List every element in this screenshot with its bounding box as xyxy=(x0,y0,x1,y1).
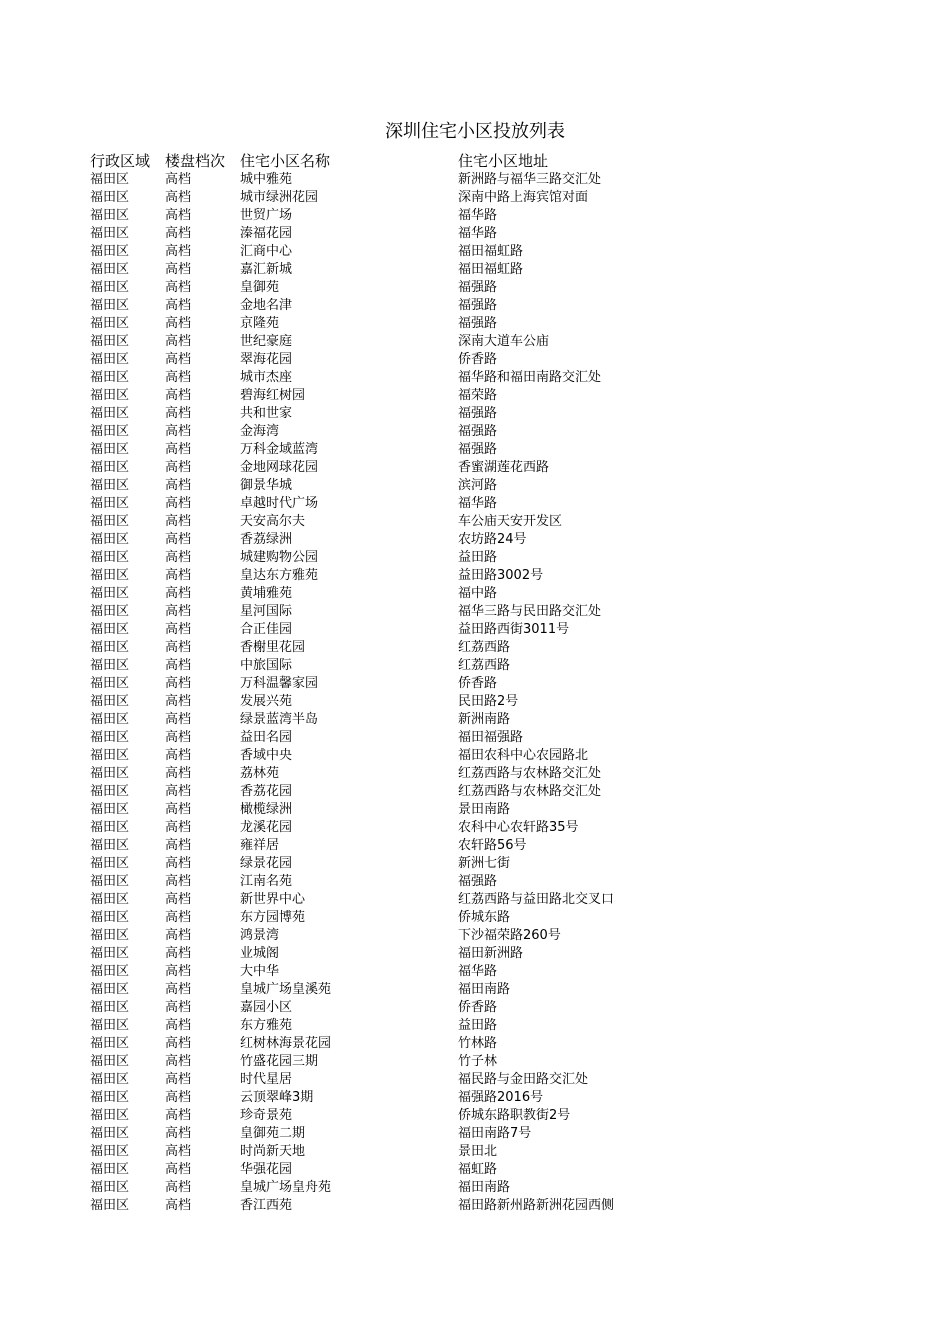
cell-district: 福田区 xyxy=(90,280,130,295)
cell-district: 福田区 xyxy=(90,1072,130,1087)
cell-district: 福田区 xyxy=(90,550,130,565)
cell-grade: 高档 xyxy=(165,478,192,493)
cell-community-name: 大中华 xyxy=(240,964,280,979)
cell-district: 福田区 xyxy=(90,928,130,943)
cell-community-name: 绿景花园 xyxy=(240,856,293,871)
cell-community-name: 新世界中心 xyxy=(240,892,306,907)
cell-district: 福田区 xyxy=(90,1126,130,1141)
cell-community-name: 香榭里花园 xyxy=(240,640,306,655)
cell-community-name: 时尚新天地 xyxy=(240,1144,306,1159)
cell-community-address: 福田福虹路 xyxy=(458,244,524,259)
cell-grade: 高档 xyxy=(165,658,192,673)
cell-community-name: 金地网球花园 xyxy=(240,460,319,475)
cell-community-address: 农坊路24号 xyxy=(458,532,527,547)
cell-district: 福田区 xyxy=(90,802,130,817)
header-community-name: 住宅小区名称 xyxy=(240,152,331,170)
cell-district: 福田区 xyxy=(90,892,130,907)
cell-community-address: 福强路 xyxy=(458,298,498,313)
cell-grade: 高档 xyxy=(165,190,192,205)
cell-community-name: 发展兴苑 xyxy=(240,694,293,709)
cell-grade: 高档 xyxy=(165,712,192,727)
cell-district: 福田区 xyxy=(90,622,130,637)
cell-community-address: 新洲路与福华三路交汇处 xyxy=(458,172,602,187)
cell-community-address: 农科中心农轩路35号 xyxy=(458,820,579,835)
cell-community-name: 金海湾 xyxy=(240,424,280,439)
cell-district: 福田区 xyxy=(90,568,130,583)
cell-grade: 高档 xyxy=(165,1108,192,1123)
cell-community-address: 福田南路 xyxy=(458,1180,511,1195)
cell-community-name: 万科温馨家园 xyxy=(240,676,319,691)
cell-community-name: 香域中央 xyxy=(240,748,293,763)
cell-grade: 高档 xyxy=(165,982,192,997)
cell-grade: 高档 xyxy=(165,802,192,817)
header-community-address: 住宅小区地址 xyxy=(458,152,549,170)
cell-district: 福田区 xyxy=(90,1144,130,1159)
cell-community-address: 福华路 xyxy=(458,496,498,511)
cell-grade: 高档 xyxy=(165,514,192,529)
cell-community-name: 江南名苑 xyxy=(240,874,293,889)
cell-community-address: 下沙福荣路260号 xyxy=(458,928,561,943)
cell-community-name: 云顶翠峰3期 xyxy=(240,1090,314,1105)
cell-grade: 高档 xyxy=(165,334,192,349)
cell-community-name: 城建购物公园 xyxy=(240,550,319,565)
cell-grade: 高档 xyxy=(165,676,192,691)
cell-district: 福田区 xyxy=(90,370,130,385)
cell-community-name: 业城阁 xyxy=(240,946,280,961)
cell-district: 福田区 xyxy=(90,730,130,745)
cell-community-name: 星河国际 xyxy=(240,604,293,619)
cell-community-address: 新洲南路 xyxy=(458,712,511,727)
cell-district: 福田区 xyxy=(90,874,130,889)
cell-district: 福田区 xyxy=(90,676,130,691)
cell-grade: 高档 xyxy=(165,280,192,295)
cell-district: 福田区 xyxy=(90,1108,130,1123)
cell-community-address: 益田路 xyxy=(458,1018,498,1033)
cell-district: 福田区 xyxy=(90,226,130,241)
cell-community-name: 翠海花园 xyxy=(240,352,293,367)
cell-district: 福田区 xyxy=(90,388,130,403)
header-grade: 楼盘档次 xyxy=(165,152,226,170)
cell-grade: 高档 xyxy=(165,172,192,187)
cell-grade: 高档 xyxy=(165,1018,192,1033)
cell-grade: 高档 xyxy=(165,1198,192,1213)
cell-grade: 高档 xyxy=(165,424,192,439)
cell-community-name: 世纪豪庭 xyxy=(240,334,293,349)
cell-community-address: 滨河路 xyxy=(458,478,498,493)
cell-community-name: 皇城广场皇舟苑 xyxy=(240,1180,332,1195)
cell-grade: 高档 xyxy=(165,442,192,457)
cell-community-name: 龙溪花园 xyxy=(240,820,293,835)
cell-grade: 高档 xyxy=(165,1162,192,1177)
cell-grade: 高档 xyxy=(165,262,192,277)
cell-grade: 高档 xyxy=(165,604,192,619)
cell-community-address: 新洲七街 xyxy=(458,856,511,871)
cell-grade: 高档 xyxy=(165,1036,192,1051)
cell-district: 福田区 xyxy=(90,910,130,925)
cell-community-address: 景田南路 xyxy=(458,802,511,817)
cell-community-address: 福华路 xyxy=(458,208,498,223)
cell-district: 福田区 xyxy=(90,298,130,313)
cell-community-name: 香江西苑 xyxy=(240,1198,293,1213)
cell-community-address: 福虹路 xyxy=(458,1162,498,1177)
cell-district: 福田区 xyxy=(90,964,130,979)
cell-community-name: 红树林海景花园 xyxy=(240,1036,332,1051)
cell-community-name: 皇达东方雅苑 xyxy=(240,568,319,583)
cell-district: 福田区 xyxy=(90,766,130,781)
cell-community-address: 侨城东路职教街2号 xyxy=(458,1108,571,1123)
cell-community-name: 共和世家 xyxy=(240,406,293,421)
cell-community-name: 溱福花园 xyxy=(240,226,293,241)
cell-community-address: 竹林路 xyxy=(458,1036,498,1051)
header-district: 行政区域 xyxy=(90,152,151,170)
cell-community-address: 福强路 xyxy=(458,442,498,457)
cell-grade: 高档 xyxy=(165,316,192,331)
cell-community-address: 福强路 xyxy=(458,424,498,439)
cell-grade: 高档 xyxy=(165,892,192,907)
cell-district: 福田区 xyxy=(90,1090,130,1105)
cell-community-address: 福田福虹路 xyxy=(458,262,524,277)
cell-district: 福田区 xyxy=(90,1198,130,1213)
cell-district: 福田区 xyxy=(90,658,130,673)
cell-community-name: 香荔绿洲 xyxy=(240,532,293,547)
cell-grade: 高档 xyxy=(165,748,192,763)
cell-district: 福田区 xyxy=(90,1018,130,1033)
cell-community-name: 皇御苑二期 xyxy=(240,1126,306,1141)
cell-community-address: 福田福强路 xyxy=(458,730,524,745)
cell-community-address: 福田南路 xyxy=(458,982,511,997)
cell-community-name: 碧海红树园 xyxy=(240,388,306,403)
cell-community-name: 时代星居 xyxy=(240,1072,293,1087)
cell-community-address: 侨香路 xyxy=(458,1000,498,1015)
cell-community-address: 福强路 xyxy=(458,874,498,889)
cell-district: 福田区 xyxy=(90,478,130,493)
cell-community-name: 橄榄绿洲 xyxy=(240,802,293,817)
cell-district: 福田区 xyxy=(90,748,130,763)
cell-district: 福田区 xyxy=(90,352,130,367)
cell-district: 福田区 xyxy=(90,640,130,655)
cell-grade: 高档 xyxy=(165,640,192,655)
cell-community-address: 红荔西路与益田路北交叉口 xyxy=(458,892,615,907)
cell-district: 福田区 xyxy=(90,1054,130,1069)
cell-community-address: 福华路 xyxy=(458,226,498,241)
cell-district: 福田区 xyxy=(90,442,130,457)
cell-community-address: 红荔西路 xyxy=(458,640,511,655)
cell-community-name: 中旅国际 xyxy=(240,658,293,673)
cell-district: 福田区 xyxy=(90,532,130,547)
cell-community-address: 福强路 xyxy=(458,406,498,421)
document-title: 深圳住宅小区投放列表 xyxy=(385,121,565,142)
cell-grade: 高档 xyxy=(165,784,192,799)
cell-community-address: 益田路西街3011号 xyxy=(458,622,570,637)
cell-community-address: 竹子林 xyxy=(458,1054,498,1069)
cell-community-address: 车公庙天安开发区 xyxy=(458,514,563,529)
cell-grade: 高档 xyxy=(165,496,192,511)
cell-community-address: 福荣路 xyxy=(458,388,498,403)
cell-community-name: 御景华城 xyxy=(240,478,293,493)
cell-community-address: 福强路2016号 xyxy=(458,1090,544,1105)
cell-community-address: 福田路新州路新洲花园西侧 xyxy=(458,1198,615,1213)
cell-district: 福田区 xyxy=(90,424,130,439)
cell-district: 福田区 xyxy=(90,496,130,511)
cell-community-name: 城市杰座 xyxy=(240,370,293,385)
cell-community-address: 侨香路 xyxy=(458,352,498,367)
cell-grade: 高档 xyxy=(165,946,192,961)
cell-community-name: 汇商中心 xyxy=(240,244,293,259)
cell-district: 福田区 xyxy=(90,820,130,835)
cell-district: 福田区 xyxy=(90,334,130,349)
cell-district: 福田区 xyxy=(90,1036,130,1051)
cell-district: 福田区 xyxy=(90,856,130,871)
cell-community-address: 福华路和福田南路交汇处 xyxy=(458,370,602,385)
cell-community-name: 鸿景湾 xyxy=(240,928,280,943)
cell-community-address: 福华三路与民田路交汇处 xyxy=(458,604,602,619)
cell-community-address: 福田农科中心农园路北 xyxy=(458,748,589,763)
cell-community-address: 侨城东路 xyxy=(458,910,511,925)
cell-community-address: 红荔西路与农林路交汇处 xyxy=(458,766,602,781)
cell-community-name: 万科金域蓝湾 xyxy=(240,442,319,457)
cell-community-name: 城市绿洲花园 xyxy=(240,190,319,205)
cell-community-address: 益田路 xyxy=(458,550,498,565)
cell-community-name: 嘉园小区 xyxy=(240,1000,293,1015)
cell-community-address: 农轩路56号 xyxy=(458,838,527,853)
cell-grade: 高档 xyxy=(165,1090,192,1105)
cell-grade: 高档 xyxy=(165,766,192,781)
cell-grade: 高档 xyxy=(165,838,192,853)
cell-community-address: 红荔西路与农林路交汇处 xyxy=(458,784,602,799)
cell-community-address: 景田北 xyxy=(458,1144,498,1159)
cell-grade: 高档 xyxy=(165,208,192,223)
cell-community-name: 卓越时代广场 xyxy=(240,496,319,511)
cell-grade: 高档 xyxy=(165,694,192,709)
cell-district: 福田区 xyxy=(90,406,130,421)
cell-grade: 高档 xyxy=(165,568,192,583)
cell-community-name: 京隆苑 xyxy=(240,316,280,331)
cell-grade: 高档 xyxy=(165,1000,192,1015)
cell-district: 福田区 xyxy=(90,514,130,529)
cell-district: 福田区 xyxy=(90,838,130,853)
cell-community-name: 东方园博苑 xyxy=(240,910,306,925)
cell-grade: 高档 xyxy=(165,388,192,403)
cell-community-name: 皇御苑 xyxy=(240,280,280,295)
cell-community-name: 竹盛花园三期 xyxy=(240,1054,319,1069)
cell-district: 福田区 xyxy=(90,586,130,601)
cell-district: 福田区 xyxy=(90,316,130,331)
cell-district: 福田区 xyxy=(90,982,130,997)
cell-community-name: 合正佳园 xyxy=(240,622,293,637)
cell-grade: 高档 xyxy=(165,1054,192,1069)
cell-district: 福田区 xyxy=(90,208,130,223)
cell-community-address: 福强路 xyxy=(458,280,498,295)
cell-district: 福田区 xyxy=(90,172,130,187)
cell-district: 福田区 xyxy=(90,190,130,205)
cell-community-name: 雍祥居 xyxy=(240,838,280,853)
cell-grade: 高档 xyxy=(165,244,192,259)
cell-community-address: 福田南路7号 xyxy=(458,1126,532,1141)
cell-community-address: 民田路2号 xyxy=(458,694,519,709)
cell-grade: 高档 xyxy=(165,622,192,637)
cell-community-name: 嘉汇新城 xyxy=(240,262,293,277)
cell-grade: 高档 xyxy=(165,352,192,367)
cell-district: 福田区 xyxy=(90,712,130,727)
cell-community-address: 福华路 xyxy=(458,964,498,979)
cell-grade: 高档 xyxy=(165,874,192,889)
cell-grade: 高档 xyxy=(165,532,192,547)
cell-community-name: 世贸广场 xyxy=(240,208,293,223)
cell-community-name: 皇城广场皇溪苑 xyxy=(240,982,332,997)
cell-community-name: 绿景蓝湾半岛 xyxy=(240,712,319,727)
cell-community-name: 东方雅苑 xyxy=(240,1018,293,1033)
cell-district: 福田区 xyxy=(90,262,130,277)
cell-community-address: 福田新洲路 xyxy=(458,946,524,961)
cell-community-address: 福强路 xyxy=(458,316,498,331)
cell-grade: 高档 xyxy=(165,730,192,745)
cell-district: 福田区 xyxy=(90,784,130,799)
cell-grade: 高档 xyxy=(165,910,192,925)
cell-grade: 高档 xyxy=(165,1126,192,1141)
cell-community-name: 益田名园 xyxy=(240,730,293,745)
cell-district: 福田区 xyxy=(90,604,130,619)
cell-grade: 高档 xyxy=(165,370,192,385)
cell-community-address: 红荔西路 xyxy=(458,658,511,673)
cell-community-name: 华强花园 xyxy=(240,1162,293,1177)
cell-community-address: 侨香路 xyxy=(458,676,498,691)
cell-district: 福田区 xyxy=(90,244,130,259)
cell-community-name: 珍奇景苑 xyxy=(240,1108,293,1123)
cell-grade: 高档 xyxy=(165,460,192,475)
cell-grade: 高档 xyxy=(165,820,192,835)
cell-community-name: 天安高尔夫 xyxy=(240,514,306,529)
cell-grade: 高档 xyxy=(165,226,192,241)
cell-community-name: 荔林苑 xyxy=(240,766,280,781)
cell-community-address: 益田路3002号 xyxy=(458,568,544,583)
cell-community-name: 城中雅苑 xyxy=(240,172,293,187)
cell-grade: 高档 xyxy=(165,550,192,565)
cell-grade: 高档 xyxy=(165,1072,192,1087)
cell-grade: 高档 xyxy=(165,1180,192,1195)
cell-grade: 高档 xyxy=(165,298,192,313)
cell-district: 福田区 xyxy=(90,460,130,475)
cell-grade: 高档 xyxy=(165,856,192,871)
cell-community-address: 深南大道车公庙 xyxy=(458,334,550,349)
cell-community-address: 福民路与金田路交汇处 xyxy=(458,1072,589,1087)
cell-community-name: 金地名津 xyxy=(240,298,293,313)
cell-community-address: 深南中路上海宾馆对面 xyxy=(458,190,589,205)
cell-grade: 高档 xyxy=(165,586,192,601)
cell-district: 福田区 xyxy=(90,946,130,961)
cell-district: 福田区 xyxy=(90,694,130,709)
cell-community-address: 福中路 xyxy=(458,586,498,601)
cell-grade: 高档 xyxy=(165,964,192,979)
cell-community-address: 香蜜湖莲花西路 xyxy=(458,460,550,475)
cell-community-name: 黄埔雅苑 xyxy=(240,586,293,601)
cell-grade: 高档 xyxy=(165,1144,192,1159)
cell-district: 福田区 xyxy=(90,1180,130,1195)
cell-grade: 高档 xyxy=(165,406,192,421)
cell-grade: 高档 xyxy=(165,928,192,943)
cell-district: 福田区 xyxy=(90,1162,130,1177)
cell-district: 福田区 xyxy=(90,1000,130,1015)
cell-community-name: 香荔花园 xyxy=(240,784,293,799)
